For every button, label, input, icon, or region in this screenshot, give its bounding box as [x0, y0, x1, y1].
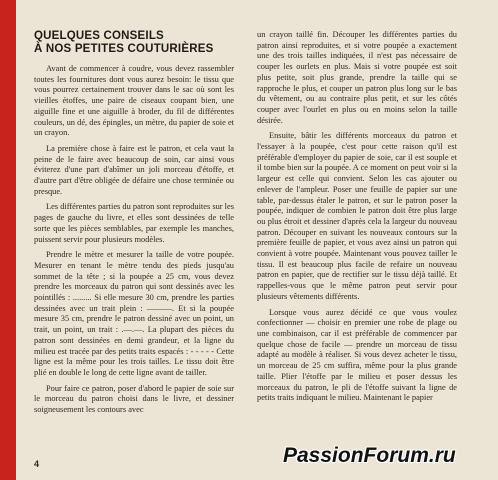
page-number: 4	[34, 459, 40, 469]
left-column	[34, 30, 234, 421]
paragraph: La première chose à faire est le patron, et cela vaut la peine de le faire avec beaucoup de soin, car ainsi vous éviterez d'une part d'abîmer un joli morceau d'étoffe, et d'autre part d'être obligée de défaire une chose terminée ou presque.	[34, 143, 234, 196]
site-watermark: PassionForum.ru	[283, 444, 456, 467]
title-line-1: QUELQUES CONSEILS	[34, 30, 164, 42]
title-line-2: À NOS PETITES COUTURIÈRES	[34, 43, 214, 55]
paragraph: Avant de commencer à coudre, vous devez rassembler toutes les fournitures dont vous aurez besoin: le tissu que vous pourrez certainement trouver dans le sac où sont les vieilles étoffes, une paire de ciseaux coupant bien, une aiguille fine et une aiguille à broder, du fil de différentes couleurs, un dé, des épingles, un mètre, du papier de soie et un crayon.	[34, 64, 234, 138]
paragraph: un crayon taillé fin. Découper les différentes parties du patron ainsi reproduites, et si votre poupée a exactement une des trois tailles indiquées, il n'est pas nécessaire de couper les ourlets en plus. Mais si votre poupée est soit plus petite, soit plus grande, prendre la taille qui se rapproche le plus, et couper un patron plus long sur le bas du vêtement, ou au contraire plus petit, et sur les côtés couper avec l'ourlet en plus ou en moins selon la taille désirée.	[257, 30, 457, 125]
paragraph: Prendre le mètre et mesurer la taille de votre poupée. Mesurer en tenant le mètre tendu des pieds jusqu'au sommet de la tête ; si la poupée a 25 cm, vous devez prendre les morceaux du patron qui sont dessinés avec les pointillés : ......... Si elle mesure 30 cm, prendre les parties dessinées avec un trait plein : ———. Et si la poupée mesure 35 cm, prendre le patron dessiné avec un point, un trait, un point, un trait : .—.—. La plupart des pièces du patron sont dessinées en demi grandeur, et la ligne du milieu est tracée par des petits traits espacés : - - - - - Cette ligne est la même pour les trois tailles. Le tissu doit être plié en double le long de cette ligne avant de tailler.	[34, 250, 234, 377]
paragraph: Pour faire ce patron, poser d'abord le papier de soie sur le morceau du patron choisi dans le livre, et dessiner soigneusement les contours avec	[34, 383, 234, 415]
right-column	[257, 30, 457, 409]
paragraph: Ensuite, bâtir les différents morceaux du patron et l'essayer à la poupée, c'est pour cette raison qu'il est préférable d'employer du papier de soie, car il est souple et il tombe bien sur la poupée. A ce moment on peut voir si la largeur est celle qui convient. Selon les cas ajouter ou enlever de l'ampleur. Poser une feuille de papier sur une table, par-dessus étaler le patron, et sur le patron poser la poupée, indiquer de combien le patron doit être plus large ou plus étroit et dessiner d'après cela la largeur du nouveau patron. Découper en suivant les nouveaux contours sur la première feuille de papier, et vous avez ainsi un patron qui convient à votre poupée. Maintenant vous pouvez tailler le tissu. Il est beaucoup plus facile de refaire un nouveau patron en papier, que de rectifier sur le tissu déjà taillé. Et rappelles-vous que le même patron peut servir pour plusieurs vêtements différents.	[257, 131, 457, 301]
paragraph: Les différentes parties du patron sont reproduites sur les pages de gauche du livre, et elles sont dessinées de telle sorte que les pièces semblables, par exemple les manches, puissent servir pour plusieurs modèles.	[34, 202, 234, 244]
page-title	[34, 30, 234, 56]
red-edge-strip	[0, 0, 16, 480]
paragraph: Lorsque vous aurez décidé ce que vous voulez confectionner — choisir en premier une robe de plage ou une combinaison, car il est préférable de commencer par quelque chose de facile — prendre un morceau de tissu adapté au modèle à réaliser. Si vous devez acheter le tissu, un morceau de 25 cm suffira, même pour la plus grande taille. Plier l'étoffe par le milieu et poser dessus les morceaux du patron, le pli de l'étoffe suivant la ligne de petits traits indiquant le milieu. Maintenant le papier	[257, 307, 457, 403]
